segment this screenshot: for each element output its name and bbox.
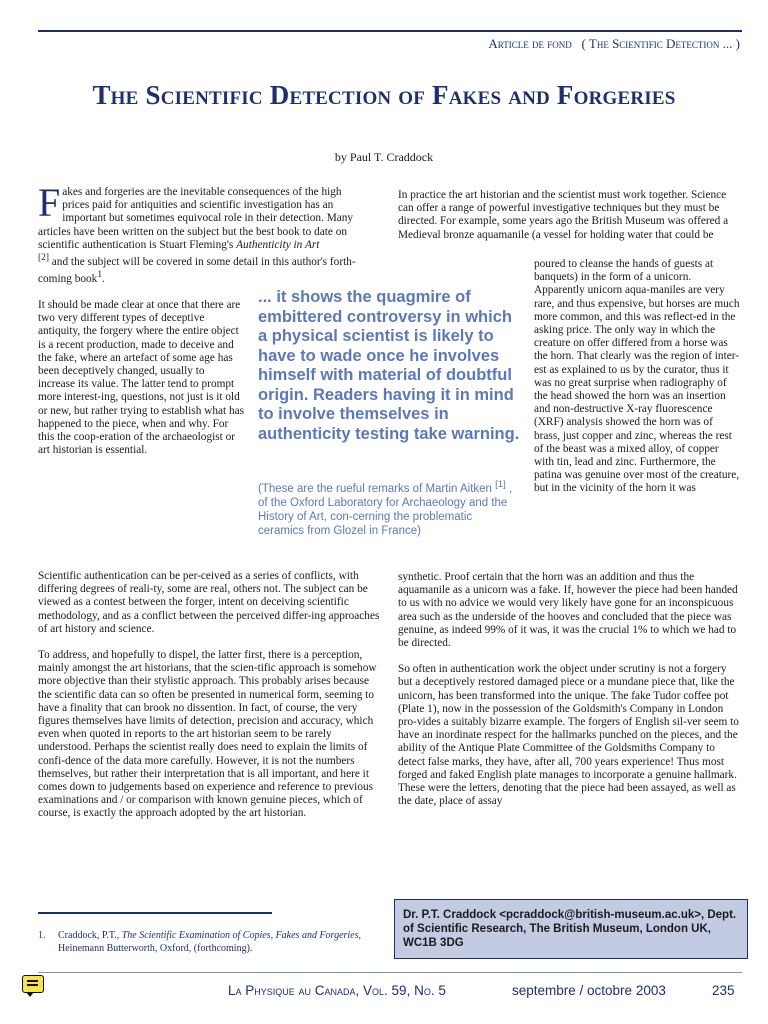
pull-quote: ... it shows the quagmire of embittered controversy in which a physical scientist is likely to have to wade once he involves himself with material of doubtful origin. Readers having it in mind to involve themselves in authenticity testing take warning. — [258, 288, 520, 443]
comment-note-icon[interactable] — [22, 975, 44, 993]
byline: by Paul T. Craddock — [334, 150, 434, 164]
reference-aitken: [1] — [495, 479, 506, 490]
drop-cap: F — [38, 180, 61, 225]
right-column-bottom — [398, 571, 740, 821]
paragraph-perception: To address, and hopefully to dispel, the latter first, there is a perception, mainly amongst the art historians, that the scien-tific approach is somehow more objective than their stylistic approach. This probably arises because the scientific data can so often be presented in numerical form, seeming to have a finality that can brook no dissention. In fact, of course, the very figures themselves have limits of detection, precision and accuracy, which even when quoted in reports to the art historian seem to be rarely understood. Perhaps the scientist really does need to explain the limits of confi-dence of the data more carefully. However, it is not the numbers themselves, but rather their interpretation that is all important, and here it comes down to judgements based on experience and reference to previous examinations and / or comparison with known genuine pieces, which of course, is exactly the approach adopted by the art historian. — [38, 649, 377, 820]
journal-citation: La Physique au Canada, Vol. 59, No. 5 — [228, 983, 446, 998]
paragraph-conflicts: Scientific authentication can be per-ceived as a series of conflicts, with differing degrees of reali-ty, some are real, others not. The subject can be viewed as a contest between the forger, intent on deceiving scientific methodology, and as a conflict between the perceived differ-ing approaches of art history and science. — [38, 570, 380, 635]
reference-1: 1 — [97, 269, 103, 280]
footer-rule — [38, 972, 742, 973]
book-title: Authenticity in Art — [236, 238, 320, 251]
page-number: 235 — [712, 983, 735, 998]
reference-2: [2] — [38, 253, 49, 264]
article-title: The Scientific Detection of Fakes and Forgeries — [92, 80, 676, 110]
section-label: Article de fond — [488, 36, 572, 51]
author-contact-box: Dr. P.T. Craddock <pcraddock@british-museum.ac.uk>, Dept. of Scientific Research, The British Museum, London UK, WC1B 3DG — [394, 899, 748, 959]
right-column-top: In practice the art historian and the scientist must work together. Science can offer a range of powerful investigative techniques but they must be directed. For example, some years ago the British Museum was offered a Medieval bronze aquamanile (a vessel for holding water that could be — [398, 189, 729, 241]
issue-date: septembre / octobre 2003 — [512, 983, 666, 998]
left-column-bottom — [38, 570, 380, 834]
paragraph-forgery-types: It should be made clear at once that there are two very different types of deceptive antiquity, the forgery where the entire object is a recent production, made to deceive and the fake, where an artefact of some age has been deceptively changed, usually to increase its value. The latter tend to prompt more interest-ing, questions, not just is it old or new, but rather trying to establish what has happened to the piece, when and why. For this the coop-eration of the archaeologist or art historian is essential. — [38, 298, 245, 457]
paragraph-unicorn-end: synthetic. Proof certain that the horn was an addition and thus the aquamanile as a unicorn was a fake. If, however the piece had been handed to us with no advice we would very likely have gone for an inconspicuous area such as the underside of the hooves and concluded that the piece was genuine, as indeed 99% of it was, it was the crucial 1% to which we had to be directed. — [398, 571, 738, 650]
footnote: 1. Craddock, P.T., The Scientific Examination of Copies, Fakes and Forgeries, Heinemann Butterworth, Oxford, (forthcoming). — [38, 930, 362, 954]
right-column-narrow: poured to cleanse the hands of guests at banquets) in the form of a unicorn. Apparently unicorn aqua-maniles are very rare, and thus expensive, but horses are much more common, and this was reflect-ed in the asking price. The only way in which the creature on offer differed from a horse was the horn. That clearly was the region of inter-est as explained to us by the curator, thus it was no great surprise when radiography of the head showed the horn was an insertion and non-destructive X-ray fluorescence (XRF) analysis showed the horn was of brass, just copper and zinc, whereas the rest of the beast was a mixed alloy, of copper with tin, lead and zinc. Furthermore, the patina was genuine over most of the creature, but in the vicinity of the horn it was — [534, 258, 740, 495]
pull-quote-attribution: (These are the rueful remarks of Martin Aitken [1] , of the Oxford Laboratory for Archaeology and the History of Art, con-cerning the problematic ceramics from Glozel in France) — [258, 479, 513, 537]
footnote-number: 1. — [38, 930, 46, 941]
paragraph-hallmarks: So often in authentication work the object under scrutiny is not a forgery but a deceptively restored damaged piece or a mundane piece that, like the unicorn, has been transformed into the unique. The fake Tudor coffee pot (Plate 1), now in the possession of the Goldsmith's Company in London pro-vides a suitably bizarre example. The forgers of English sil-ver seem to have an inordinate respect for the hallmarks punched on the pieces, and the ability of the Antique Plate Committee of the Goldsmiths Company to detect false marks, they have, after all, 700 years experience! Thus most forged and faked English plate manages to incorporate a genuine hallmark. These were the letters, denoting that the piece had been assayed, as well as the date, place of assay — [398, 663, 739, 808]
header-rule — [38, 30, 742, 32]
footnote-book-title: The Scientific Examination of Copies, Fakes and Forgeries — [121, 930, 359, 941]
intro-paragraph: Fakes and forgeries are the inevitable consequences of the high prices paid for antiquities and scientific investigation has an important but sometimes equivocal role in their detection. Many articles have been written on the subject but the best book to date on scientific authentication is Stuart Fleming's Authenticity in Art [2] and the subject will be covered in some detail in this author's forth-coming book$^1$. — [38, 180, 356, 285]
running-header — [488, 36, 740, 52]
running-subtitle: ( The Scientific Detection ... ) — [581, 36, 740, 51]
footnote-rule — [38, 912, 272, 914]
